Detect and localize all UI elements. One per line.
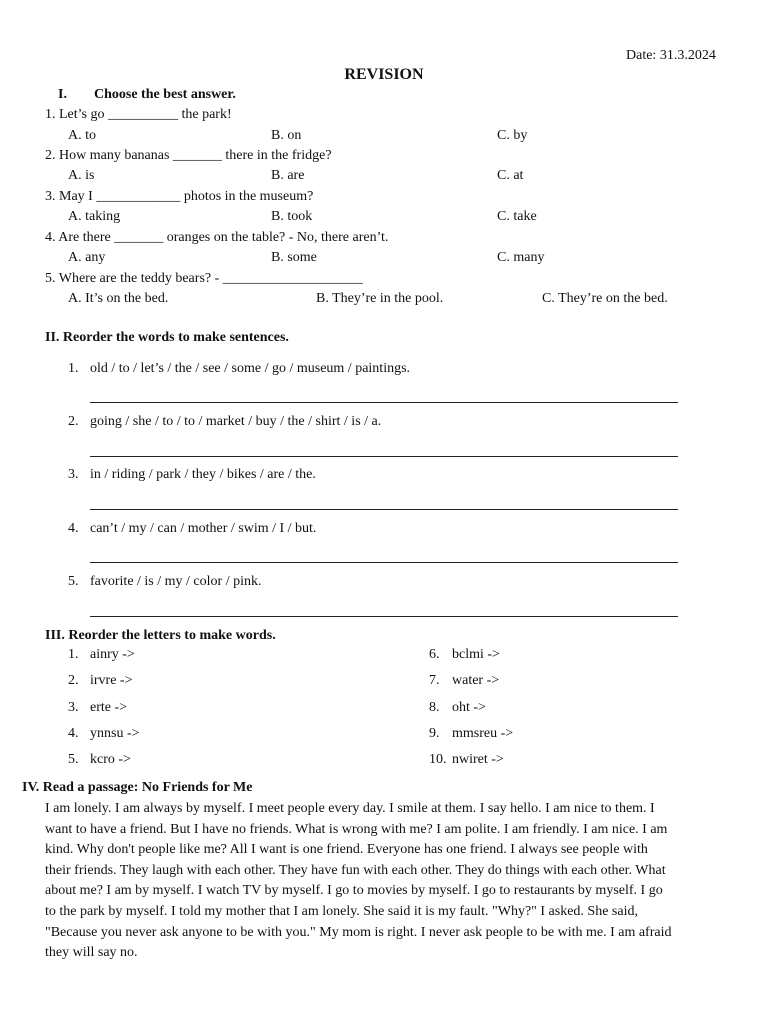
sentence-3-answer-line [90,509,678,510]
section2-heading: II. Reorder the words to make sentences. [45,330,289,345]
sentence-5-number: 5. [68,574,79,589]
question-5-option-a: A. It’s on the bed. [68,291,169,306]
section1-number: I. [58,87,67,102]
sentence-2-words: going / she / to / to / market / buy / the / shirt / is / a. [90,414,382,429]
passage-line: "Because you never ask anyone to be with you." My mom is right. I never ask people to be with me. I am afraid [45,924,672,940]
passage-line: I am lonely. I am always by myself. I meet people every day. I smile at them. I say hello. I am nice to them. I [45,801,655,816]
word-2-number: 2. [68,673,79,688]
question-4: 4. Are there _______ oranges on the table? - No, there aren’t. [45,230,389,245]
word-4: ynnsu -> [90,726,140,741]
word-10-number: 10. [429,752,447,767]
sentence-1-words: old / to / let’s / the / see / some / go / museum / paintings. [90,361,411,376]
question-3: 3. May I ____________ photos in the museum? [45,189,314,204]
section3-heading: III. Reorder the letters to make words. [45,628,276,643]
question-5: 5. Where are the teddy bears? - ____________________ [45,271,363,286]
question-2: 2. How many bananas _______ there in the fridge? [45,148,332,163]
question-2-option-c: C. at [497,168,524,183]
passage-line: to the park by myself. I told my mother that I am lonely. She said it is my fault. "Why?" I asked. She said, [45,903,638,919]
question-2-option-b: B. are [271,168,305,183]
page-title: REVISION [344,66,424,83]
question-3-option-b: B. took [271,209,313,224]
sentence-1-number: 1. [68,361,79,376]
section4-heading: IV. Read a passage: No Friends for Me [22,780,253,795]
question-5-option-c: C. They’re on the bed. [542,291,668,306]
question-4-option-c: C. many [497,250,545,265]
sentence-5-answer-line [90,616,678,617]
question-1: 1. Let’s go __________ the park! [45,107,232,122]
word-4-number: 4. [68,726,79,741]
sentence-2-number: 2. [68,414,79,429]
passage-line: want to have a friend. But I have no friends. What is wrong with me? I am polite. I am friendly. I am nice. I am [45,821,668,837]
word-7: water -> [452,673,500,688]
word-6-number: 6. [429,647,440,662]
question-1-option-c: C. by [497,128,528,143]
sentence-1-answer-line [90,402,678,403]
passage-line: they will say no. [45,945,138,961]
word-8-number: 8. [429,700,440,715]
sentence-3-words: in / riding / park / they / bikes / are / the. [90,467,316,482]
word-5: kcro -> [90,752,131,767]
reading-passage [45,799,735,964]
word-8: oht -> [452,700,486,715]
question-1-option-b: B. on [271,128,302,143]
word-1: ainry -> [90,647,135,662]
sentence-5-words: favorite / is / my / color / pink. [90,574,262,589]
question-4-option-a: A. any [68,250,106,265]
sentence-4-answer-line [90,562,678,563]
date-label: Date: 31.3.2024 [626,48,716,63]
word-7-number: 7. [429,673,440,688]
word-2: irvre -> [90,673,133,688]
passage-line: kind. Why don't people like me? All I want is one friend. Everyone has one friend. I always see people with [45,842,648,858]
passage-line: their friends. They laugh with each other. They have fun with each other. They do things with each other. What [45,862,666,878]
sentence-4-number: 4. [68,521,79,536]
question-3-option-a: A. taking [68,209,121,224]
question-1-option-a: A. to [68,128,96,143]
question-4-option-b: B. some [271,250,317,265]
word-3: erte -> [90,700,128,715]
sentence-3-number: 3. [68,467,79,482]
question-3-option-c: C. take [497,209,537,224]
word-5-number: 5. [68,752,79,767]
word-9: mmsreu -> [452,726,514,741]
word-10: nwiret -> [452,752,504,767]
word-1-number: 1. [68,647,79,662]
word-6: bclmi -> [452,647,500,662]
passage-line: about me? I am by myself. I watch TV by myself. I go to movies by myself. I go to restaurants by myself. I go [45,883,663,899]
question-2-option-a: A. is [68,168,95,183]
sentence-2-answer-line [90,456,678,457]
word-9-number: 9. [429,726,440,741]
question-5-option-b: B. They’re in the pool. [316,291,444,306]
section1-heading: Choose the best answer. [94,87,236,102]
word-3-number: 3. [68,700,79,715]
sentence-4-words: can’t / my / can / mother / swim / I / but. [90,521,317,536]
